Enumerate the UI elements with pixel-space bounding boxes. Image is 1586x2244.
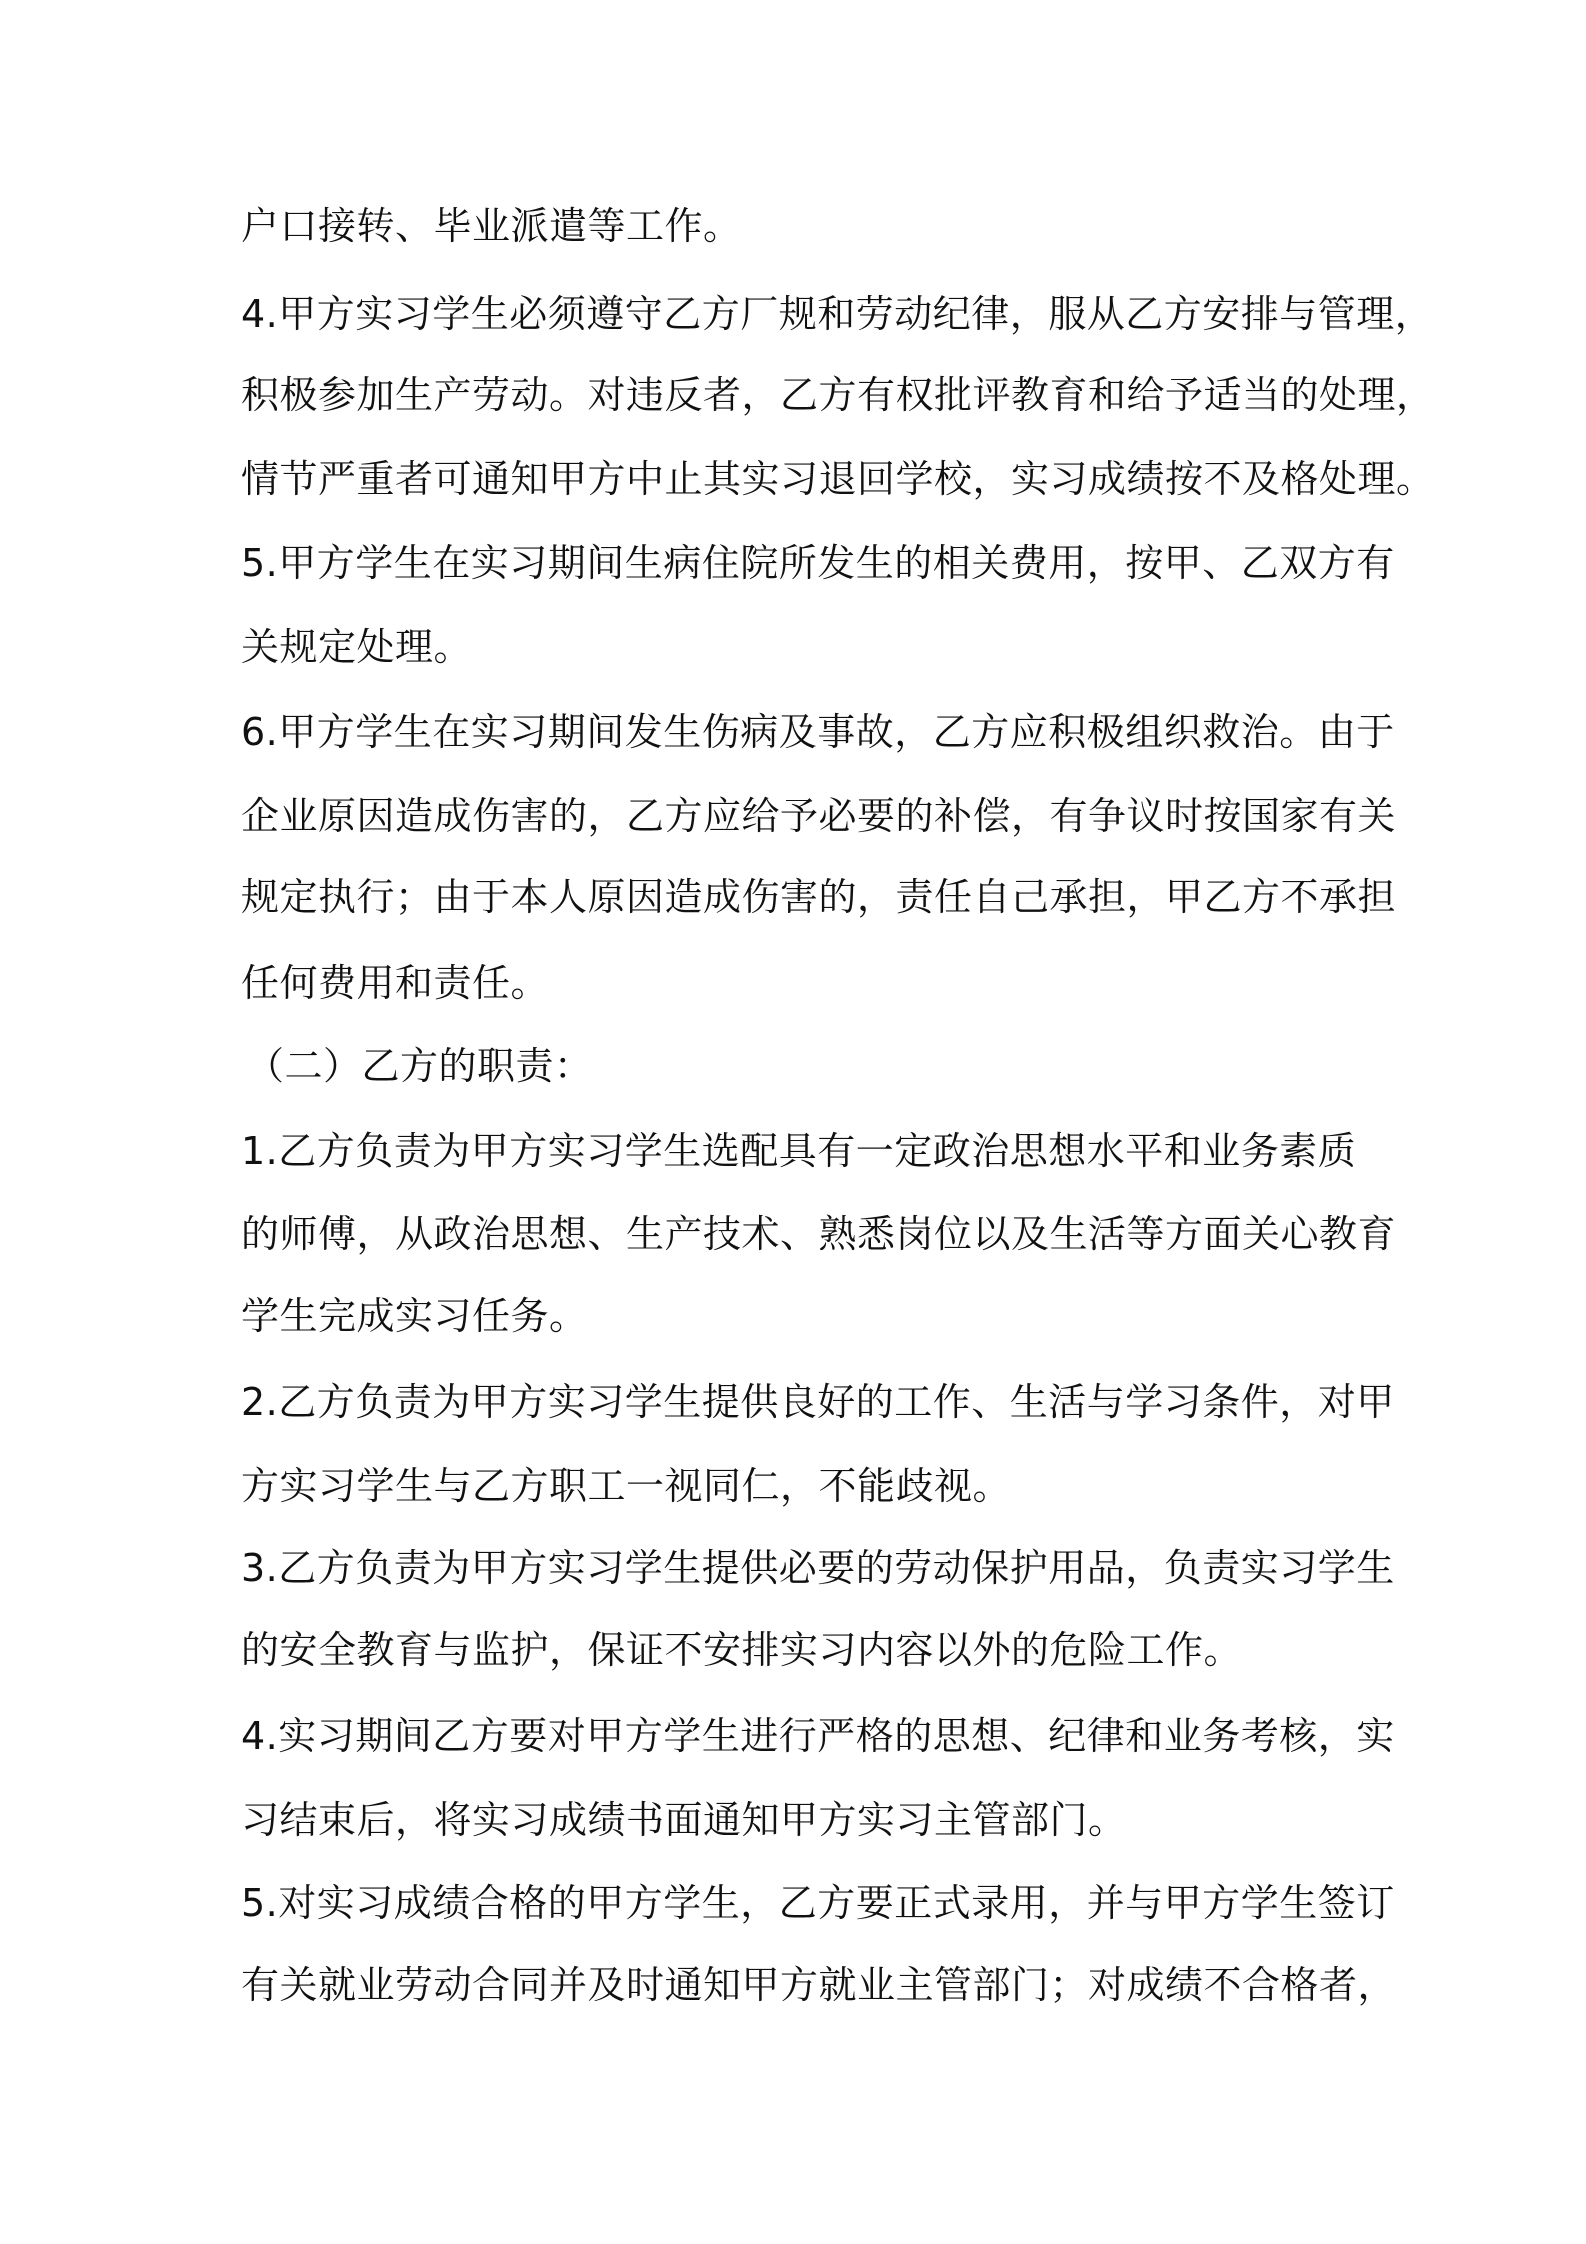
- text-line: 1.乙方负责为甲方实习学生选配具有一定政治思想水平和业务素质: [241, 1129, 1357, 1173]
- text-line: 关规定处理。: [241, 625, 473, 669]
- text-line: 2.乙方负责为甲方实习学生提供良好的工作、生活与学习条件，对甲: [241, 1380, 1395, 1424]
- text-line: 规定执行；由于本人原因造成伤害的，责任自己承担，甲乙方不承担: [241, 875, 1397, 919]
- text-line: 任何费用和责任。: [241, 961, 550, 1005]
- text-line: 积极参加生产劳动。对违反者，乙方有权批评教育和给予适当的处理，: [241, 373, 1435, 417]
- text-line: 4.实习期间乙方要对甲方学生进行严格的思想、纪律和业务考核，实: [241, 1714, 1395, 1758]
- text-line: 企业原因造成伤害的，乙方应给予必要的补偿，有争议时按国家有关: [241, 794, 1397, 838]
- text-line: 5.甲方学生在实习期间生病住院所发生的相关费用，按甲、乙双方有: [241, 541, 1395, 585]
- text-line: 3.乙方负责为甲方实习学生提供必要的劳动保护用品，负责实习学生: [241, 1546, 1395, 1590]
- text-line: 6.甲方学生在实习期间发生伤病及事故，乙方应积极组织救治。由于: [241, 710, 1395, 754]
- text-line: 学生完成实习任务。: [241, 1294, 588, 1338]
- text-line: 有关就业劳动合同并及时通知甲方就业主管部门；对成绩不合格者，: [241, 1963, 1397, 2007]
- text-line: 习结束后，将实习成绩书面通知甲方实习主管部门。: [241, 1798, 1127, 1842]
- section-heading: （二）乙方的职责：: [246, 1044, 593, 1088]
- text-line: 方实习学生与乙方职工一视同仁，不能歧视。: [241, 1464, 1012, 1508]
- text-line: 4.甲方实习学生必须遵守乙方厂规和劳动纪律，服从乙方安排与管理，: [241, 292, 1434, 336]
- text-line: 的安全教育与监护，保证不安排实习内容以外的危险工作。: [241, 1628, 1243, 1672]
- text-line: 情节严重者可通知甲方中止其实习退回学校，实习成绩按不及格处理。: [241, 457, 1435, 501]
- text-line: 的师傅，从政治思想、生产技术、熟悉岗位以及生活等方面关心教育: [241, 1212, 1397, 1256]
- text-line: 5.对实习成绩合格的甲方学生，乙方要正式录用，并与甲方学生签订: [241, 1881, 1395, 1925]
- text-line: 户口接转、毕业派遣等工作。: [241, 204, 742, 248]
